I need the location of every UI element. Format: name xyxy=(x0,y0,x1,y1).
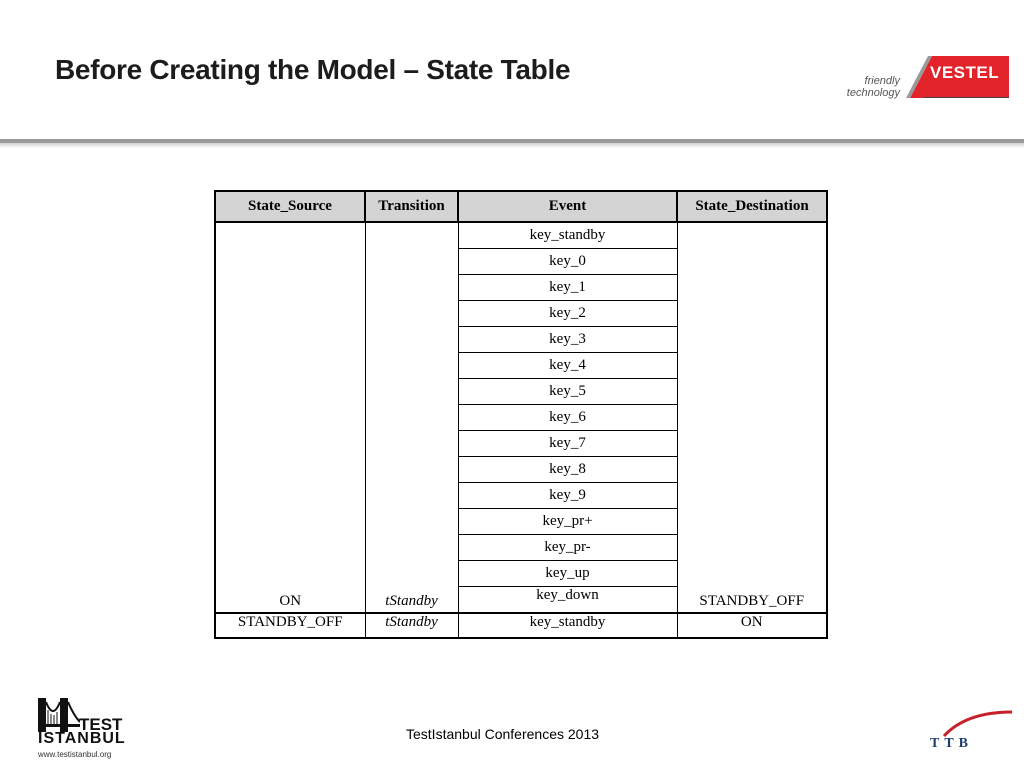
cell-event: key_6 xyxy=(458,405,677,431)
cell-destination-on: ON xyxy=(677,613,827,638)
cell-event: key_pr+ xyxy=(458,509,677,535)
cell-event: key_standby xyxy=(458,613,677,638)
cell-event: key_8 xyxy=(458,457,677,483)
cell-event: key_pr- xyxy=(458,535,677,561)
cell-event: key_9 xyxy=(458,483,677,509)
cell-event: key_2 xyxy=(458,301,677,327)
cell-event: key_up xyxy=(458,561,677,587)
vestel-brand: VESTEL xyxy=(930,63,1000,82)
slide-title: Before Creating the Model – State Table xyxy=(55,54,571,85)
cell-transition-tstandby: tStandby xyxy=(365,222,458,613)
cell-event: key_0 xyxy=(458,249,677,275)
cell-event: key_down xyxy=(458,587,677,614)
header-transition: Transition xyxy=(365,191,458,222)
table-row xyxy=(215,613,827,638)
cell-event: key_4 xyxy=(458,353,677,379)
vestel-tagline xyxy=(834,75,900,99)
cell-destination-standby-off: STANDBY_OFF xyxy=(677,222,827,613)
table-row xyxy=(215,222,827,249)
cell-event: key_1 xyxy=(458,275,677,301)
cell-event: key_5 xyxy=(458,379,677,405)
ttb-swoosh-icon xyxy=(926,708,1016,738)
ttb-text: TTB xyxy=(930,736,974,751)
bridge-icon xyxy=(38,698,80,732)
testistanbul-url: www.testistanbul.org xyxy=(38,750,112,759)
vestel-tagline-2: technology xyxy=(846,87,900,99)
cell-event: key_standby xyxy=(458,222,677,249)
header-event: Event xyxy=(458,191,677,222)
cell-source-standby-off: STANDBY_OFF xyxy=(215,613,365,638)
testistanbul-test: TEST xyxy=(79,715,123,734)
header-state-source: State_Source xyxy=(215,191,365,222)
cell-event: key_3 xyxy=(458,327,677,353)
header-state-destination: State_Destination xyxy=(677,191,827,222)
testistanbul-logo xyxy=(38,698,138,762)
state-table xyxy=(214,190,828,639)
vestel-tagline-1: friendly xyxy=(864,75,900,87)
cell-source-on: ON xyxy=(215,222,365,613)
vestel-logo xyxy=(834,56,1010,100)
header-divider-shadow xyxy=(0,143,1024,148)
footer-text: TestIstanbul Conferences 2013 xyxy=(406,726,600,742)
cell-transition-tstandby: tStandby xyxy=(365,613,458,638)
table-header-row xyxy=(215,191,827,222)
cell-event: key_7 xyxy=(458,431,677,457)
ttb-logo xyxy=(926,708,1016,766)
testistanbul-istanbul: ISTANBUL xyxy=(38,730,126,747)
